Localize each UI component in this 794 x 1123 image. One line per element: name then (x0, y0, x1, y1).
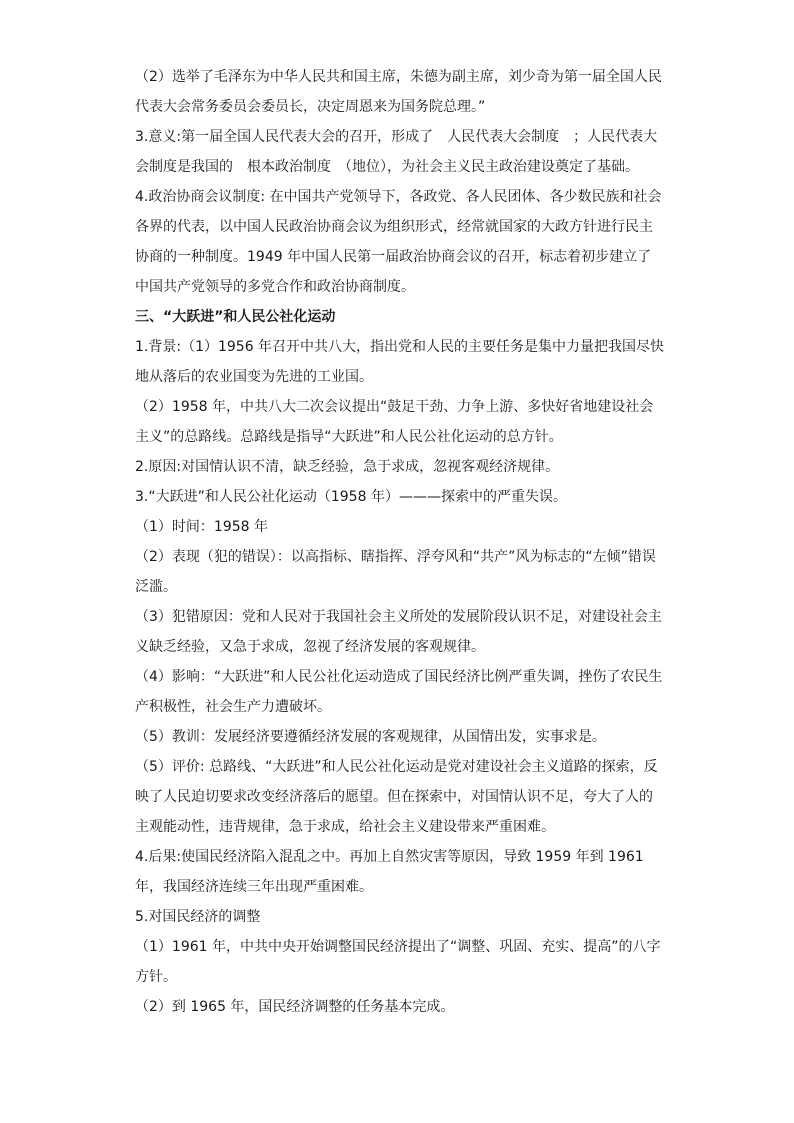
paragraph-error-cause: （3）犯错原因：党和人民对于我国社会主义所处的发展阶段认识不足，对建设社会主义缺乏经验，又急于求成，忽视了经济发展的客观规律。 (135, 609, 662, 655)
paragraph-movement-title: 3.“大跃进”和人民公社化运动（1958 年）———探索中的严重失误。 (135, 489, 567, 505)
paragraph-background-2: （2）1958 年，中共八大二次会议提出“鼓足干劲、力争上游、多快好省地建设社会主义”的总路线。总路线是指导“大跃进”和人民公社化运动的总方针。 (135, 399, 654, 445)
paragraph-election: （2）选举了毛泽东为中华人民共和国主席，朱德为副主席，刘少奇为第一届全国人民代表大会常务委员会委员长，决定周恩来为国务院总理。” (135, 69, 662, 115)
paragraph-cause: 2.原因:对国情认识不清，缺乏经验，急于求成，忽视客观经济规律。 (135, 459, 560, 475)
paragraph-manifestation: （2）表现（犯的错误）：以高指标、瞎指挥、浮夸风和“共产”风为标志的“左倾”错误泛滥。 (135, 549, 656, 595)
paragraph-lesson: （5）教训：发展经济要遵循经济发展的客观规律，从国情出发，实事求是。 (135, 729, 606, 745)
document-body (135, 62, 665, 1022)
paragraph-impact: （4）影响：“大跃进”和人民公社化运动造成了国民经济比例严重失调，挫伤了农民生产积极性，社会生产力遭破坏。 (135, 669, 663, 715)
paragraph-significance: 3.意义:第一届全国人民代表大会的召开，形成了 人民代表大会制度 ；人民代表大会制度是我国的 根本政治制度 （地位），为社会主义民主政治建设奠定了基础。 (135, 129, 658, 175)
paragraph-consequence: 4.后果:使国民经济陷入混乱之中。再加上自然灾害等原因，导致 1959 年到 1961 年，我国经济连续三年出现严重困难。 (135, 849, 644, 895)
paragraph-adjustment-title: 5.对国民经济的调整 (135, 909, 261, 925)
paragraph-time: （1）时间：1958 年 (135, 519, 268, 535)
paragraph-cppcc-system: 4.政治协商会议制度: 在中国共产党领导下，各政党、各人民团体、各少数民族和社会各界的代表，以中国人民政治协商会议为组织形式，经常就国家的大政方针进行民主协商的一种制度。1949 年中国人民第一届政治协商会议的召开，标志着初步建立了中国共产党领导的多党合作和政治协商制度。 (135, 189, 662, 295)
section-heading-great-leap: 三、“大跃进”和人民公社化运动 (135, 309, 336, 325)
paragraph-background-1: 1.背景:（1）1956 年召开中共八大，指出党和人民的主要任务是集中力量把我国尽快地从落后的农业国变为先进的工业国。 (135, 339, 665, 385)
paragraph-adjustment-2: （2）到 1965 年，国民经济调整的任务基本完成。 (135, 999, 455, 1015)
paragraph-adjustment-1: （1）1961 年，中共中央开始调整国民经济提出了“调整、巩固、充实、提高”的八字方针。 (135, 939, 661, 985)
paragraph-evaluation: （5）评价: 总路线、“大跃进”和人民公社化运动是党对建设社会主义道路的探索，反映了人民迫切要求改变经济落后的愿望。但在探索中，对国情认识不足，夸大了人的主观能动性，违背规律，急于求成，给社会主义建设带来严重困难。 (135, 759, 658, 835)
